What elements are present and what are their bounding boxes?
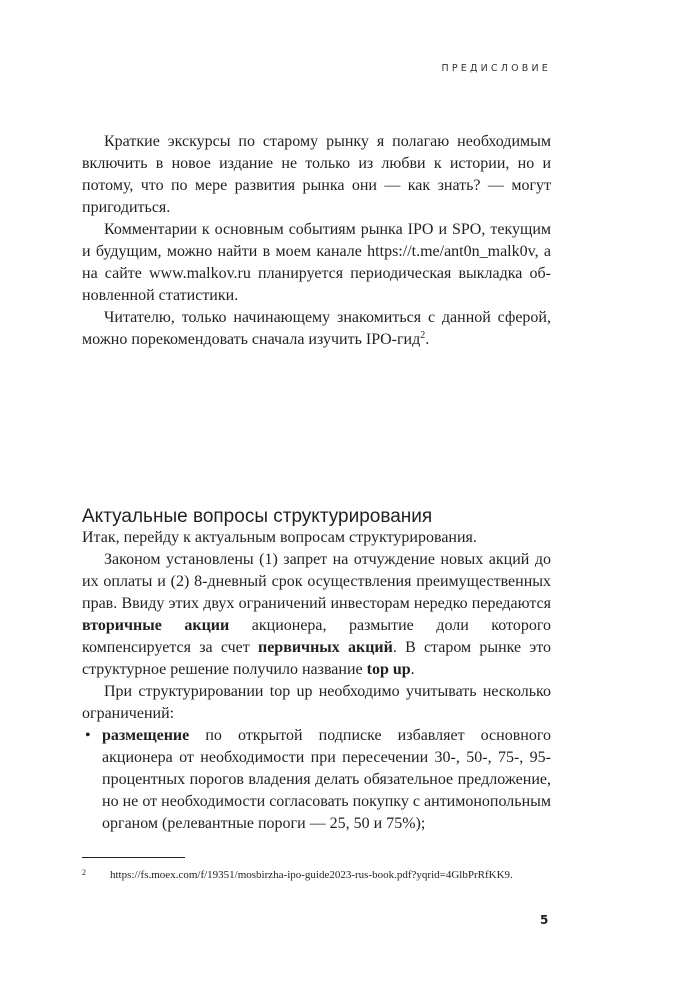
list-item-text: по открытой подписке избавляет основного акционера от необходимости при пересечении 30-, 50-, 75-, 95-процентных порогов владения делать обязательное предложение, но не от необходимости согласовать покупку с антимонопольным органом (релевантные пороги — 25, 50 и 75%); (102, 727, 551, 832)
section-paragraph-1: Итак, перейду к актуальным вопросам структурирования. (82, 529, 477, 546)
section-paragraph-3: При структурировании top up необходимо учитывать несколько ограничений: (82, 683, 551, 722)
bullet-icon: • (85, 727, 91, 744)
section-paragraph-2 (82, 549, 551, 681)
page-number: 5 (540, 913, 549, 927)
section-paragraph-2-b: акционера, размытие доли которого компенсируется за счет (82, 617, 552, 656)
intro-text (82, 131, 551, 351)
footnote-divider (82, 857, 185, 858)
section-text (82, 527, 551, 835)
section-paragraph-2-c: . В старом рынке это структурное решение получило название (82, 639, 552, 678)
running-head: ПРЕДИСЛОВИЕ (441, 63, 551, 74)
footnote (82, 866, 562, 882)
footnote-link[interactable]: https://fs.moex.com/f/19351/mosbirzha-ipo-guide2023-rus-book.pdf?yqrid=4GlbPrRfKK9. (110, 869, 513, 881)
section-paragraph-2-a: Законом установлены (1) запрет на отчуждение новых акций до их оплаты и (2) 8-дневный срок осуществления преимущественных прав. Ввиду этих двух ограничений инвесторам нередко передаются (82, 551, 551, 612)
intro-paragraph-3 (82, 307, 551, 351)
intro-paragraph-2: Комментарии к основным событиям рынка IPO и SPO, текущим и будущим, можно найти в моем канале https://t.me/ant0n_malk0v, а на сайте www.malkov.ru планируется периодическая выкладка обновленной статистики. (82, 221, 551, 304)
section-paragraph-2-d: . (410, 661, 415, 678)
term-top-up: top up (366, 661, 411, 678)
term-secondary-shares: вторичные акции (82, 617, 230, 634)
intro-paragraph-3-end: . (425, 331, 430, 348)
constraints-list (82, 725, 551, 835)
intro-paragraph-3-text: Читателю, только начинающему знакомиться с данной сферой, можно порекомендовать сначала изучить IPO-гид (82, 309, 551, 348)
section-title: Актуальные вопросы структурирования (82, 506, 433, 527)
list-item (82, 725, 551, 835)
list-item-term: размещение (102, 727, 190, 744)
footnote-number: 2 (82, 868, 86, 877)
intro-paragraph-1: Краткие экскурсы по старому рынку я полагаю необходимым включить в новое издание не только из любви к истории, но и потому, что по мере развития рынка они — как знать? — могут пригодиться. (82, 133, 551, 216)
term-primary-shares: первичных акций (257, 639, 393, 656)
footnote-ref[interactable]: 2 (420, 330, 426, 341)
